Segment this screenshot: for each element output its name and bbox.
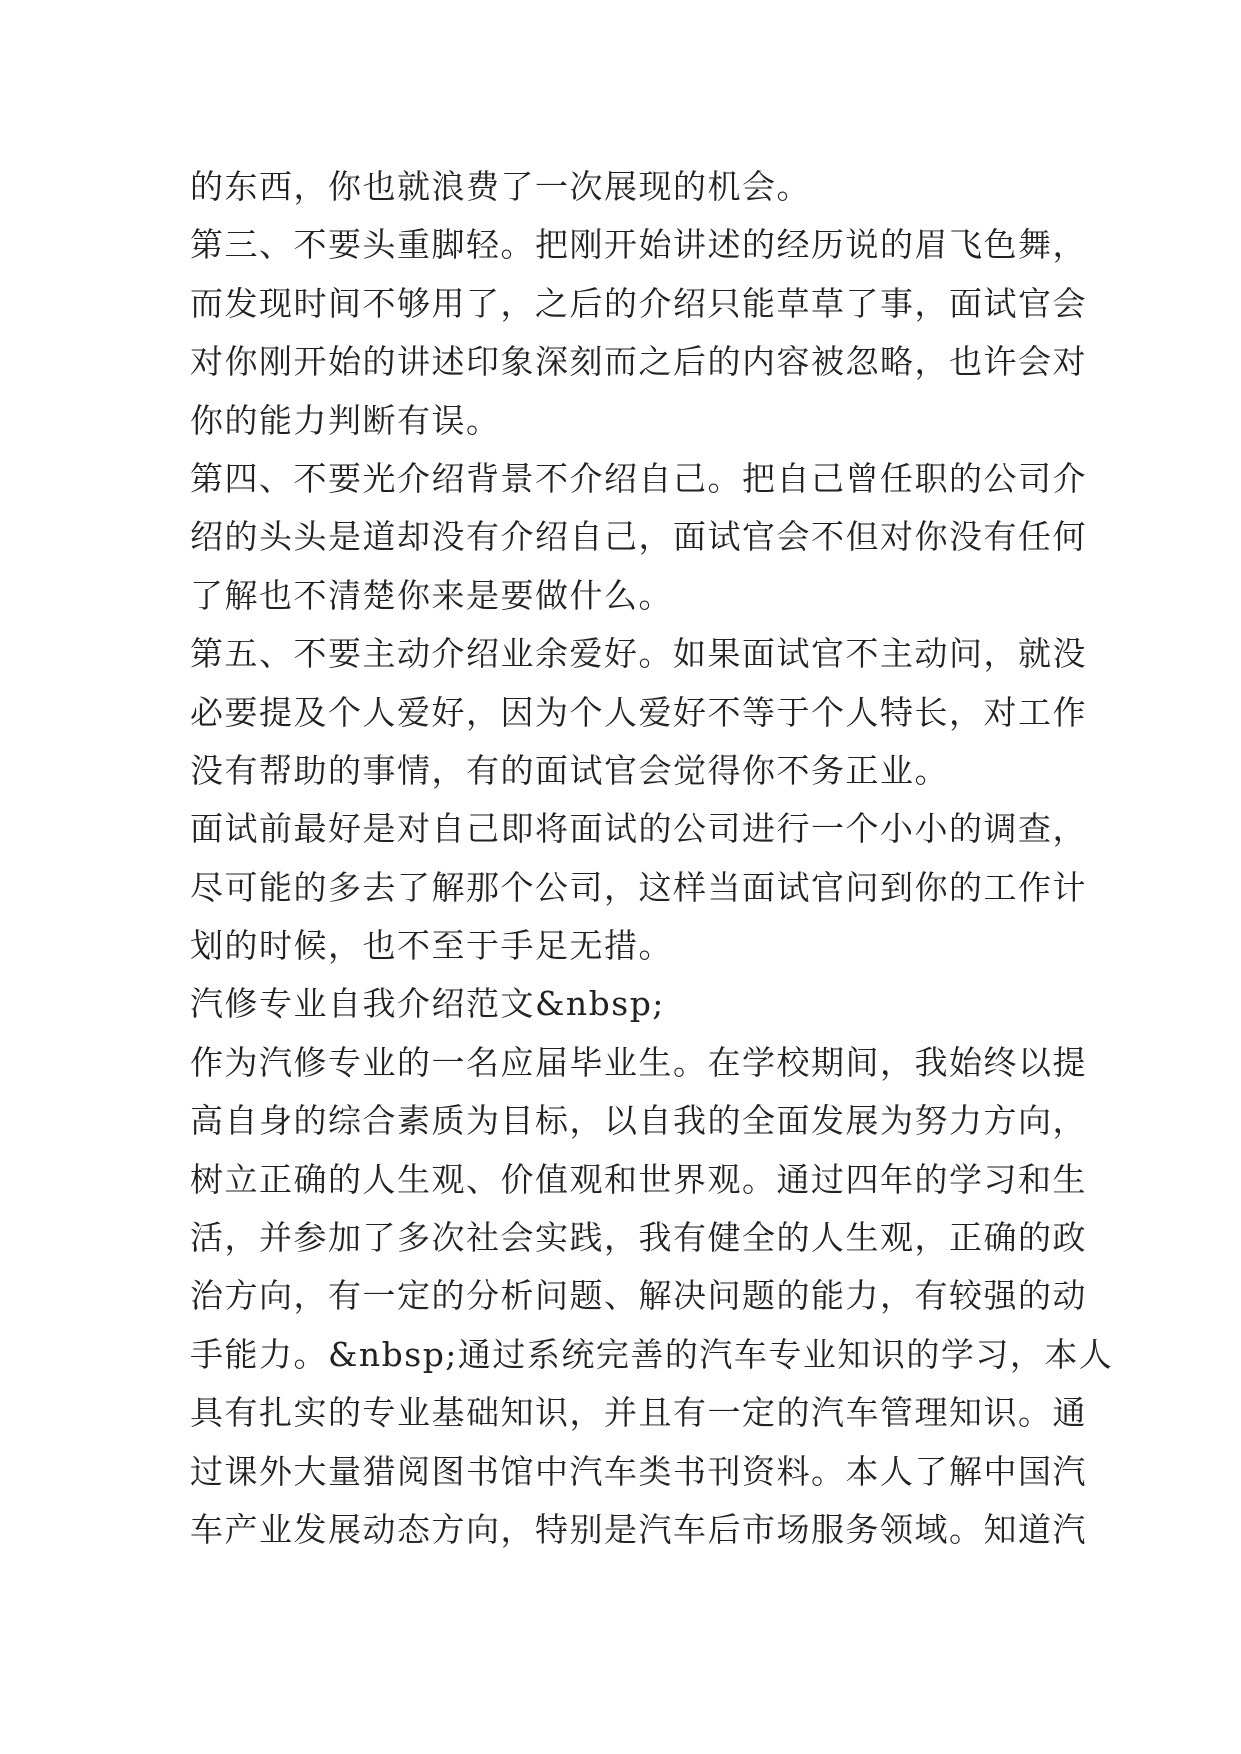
text-line: 对你刚开始的讲述印象深刻而之后的内容被忽略，也许会对 xyxy=(190,342,1087,382)
text-line: 没有帮助的事情，有的面试官会觉得你不务正业。 xyxy=(190,750,949,790)
text-line: 你的能力判断有误。 xyxy=(190,400,501,440)
text-line: 第四、不要光介绍背景不介绍自己。把自己曾任职的公司介 xyxy=(190,458,1087,498)
text-line: 作为汽修专业的一名应届毕业生。在学校期间，我始终以提 xyxy=(190,1042,1087,1082)
text-line: 车产业发展动态方向，特别是汽车后市场服务领域。知道汽 xyxy=(190,1509,1087,1549)
section-heading: 汽修专业自我介绍范文&nbsp; xyxy=(190,984,665,1024)
text-line: 的东西，你也就浪费了一次展现的机会。 xyxy=(190,167,811,206)
text-line: 面试前最好是对自己即将面试的公司进行一个小小的调查， xyxy=(190,809,1087,849)
text-line: 高自身的综合素质为目标，以自我的全面发展为努力方向， xyxy=(190,1101,1087,1141)
text-line: 必要提及个人爱好，因为个人爱好不等于个人特长，对工作 xyxy=(190,692,1087,732)
text-line: 第五、不要主动介绍业余爱好。如果面试官不主动问，就没 xyxy=(190,634,1087,674)
text-line: 手能力。&nbsp;通过系统完善的汽车专业知识的学习，本人 xyxy=(190,1334,1114,1374)
text-line: 树立正确的人生观、价值观和世界观。通过四年的学习和生 xyxy=(190,1159,1087,1199)
text-line: 治方向，有一定的分析问题、解决问题的能力，有较强的动 xyxy=(190,1276,1087,1316)
text-line: 划的时候，也不至于手足无措。 xyxy=(190,926,673,966)
text-line: 绍的头头是道却没有介绍自己，面试官会不但对你没有任何 xyxy=(190,517,1087,557)
text-line: 了解也不清楚你来是要做什么。 xyxy=(190,575,673,615)
text-line: 过课外大量猎阅图书馆中汽车类书刊资料。本人了解中国汽 xyxy=(190,1451,1087,1491)
text-line: 活，并参加了多次社会实践，我有健全的人生观，正确的政 xyxy=(190,1218,1087,1258)
text-line: 具有扎实的专业基础知识，并且有一定的汽车管理知识。通 xyxy=(190,1393,1087,1433)
document-body xyxy=(190,158,1114,1559)
text-line: 而发现时间不够用了，之后的介绍只能草草了事，面试官会 xyxy=(190,283,1087,323)
text-line: 第三、不要头重脚轻。把刚开始讲述的经历说的眉飞色舞， xyxy=(190,225,1087,265)
text-line: 尽可能的多去了解那个公司，这样当面试官问到你的工作计 xyxy=(190,867,1087,907)
